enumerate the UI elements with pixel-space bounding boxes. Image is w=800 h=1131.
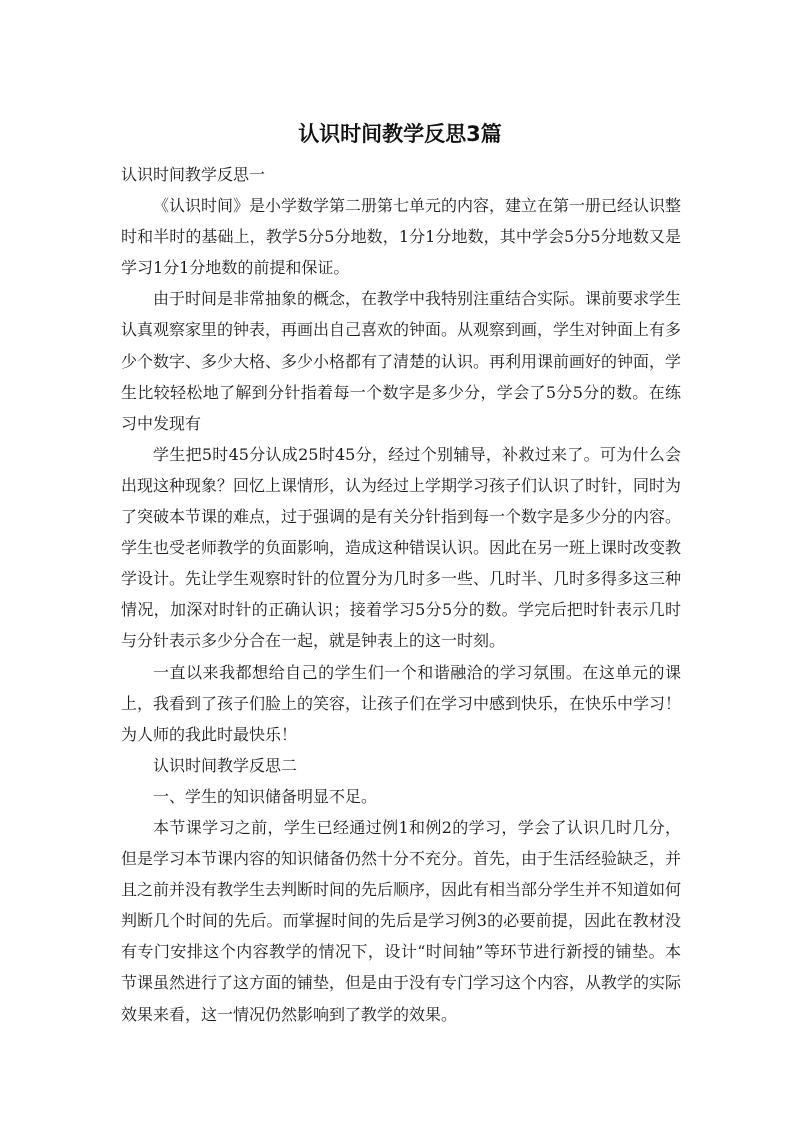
document-body — [121, 159, 681, 1030]
document-title: 认识时间教学反思3篇 — [298, 122, 502, 146]
paragraph: 学生把5时45分认成25时45分，经过个别辅导，补救过来了。可为什么会出现这种现象？回忆上课情形，认为经过上学期学习孩子们认识了时针，同时为了突破本节课的难点，过于强调的是有关分针指到每一个数字是多少分的内容。学生也受老师教学的负面影响，造成这种错误认识。因此在另一班上课时改变教学设计。先让学生观察时针的位置分为几时多一些、几时半、几时多得多这三种情况，加深对时针的正确认识；接着学习5分5分的数。学完后把时针表示几时与分针表示多少分合在一起，就是钟表上的这一时刻。 — [121, 444, 682, 651]
section-heading: 认识时间教学反思二 — [153, 755, 298, 775]
section-heading: 认识时间教学反思一 — [121, 165, 266, 184]
subheading: 一、学生的知识储备明显不足。 — [153, 786, 378, 806]
paragraph: 由于时间是非常抽象的概念，在教学中我特别注重结合实际。课前要求学生认真观察家里的钟表，再画出自己喜欢的钟面。从观察到画，学生对钟面上有多少个数字、多少大格、多少小格都有了清楚的认识。再利用课前画好的钟面，学生比较轻松地了解到分针指着每一个数字是多少分，学会了5分5分的数。在练习中发现有 — [121, 289, 682, 433]
paragraph: 本节课学习之前，学生已经通过例1和例2的学习，学会了认识几时几分，但是学习本节课内容的知识储备仍然十分不充分。首先，由于生活经验缺乏，并且之前并没有教学生去判断时间的先后顺序，因此有相当部分学生并不知道如何判断几个时间的先后。而掌握时间的先后是学习例3的必要前提，因此在教材没有专门安排这个内容教学的情况下，设计“时间轴”等环节进行新授的铺垫。本节课虽然进行了这方面的铺垫，但是由于没有专门学习这个内容，从教学的实际效果来看，这一情况仍然影响到了教学的效果。 — [121, 817, 682, 1024]
paragraph: 《认识时间》是小学数学第二册第七单元的内容，建立在第一册已经认识整时和半时的基础上，教学5分5分地数，1分1分地数，其中学会5分5分地数又是学习1分1分地数的前提和保证。 — [121, 196, 682, 278]
paragraph: 一直以来我都想给自己的学生们一个和谐融洽的学习氛围。在这单元的课上，我看到了孩子们脸上的笑容，让孩子们在学习中感到快乐，在快乐中学习！为人师的我此时最快乐！ — [121, 662, 682, 744]
